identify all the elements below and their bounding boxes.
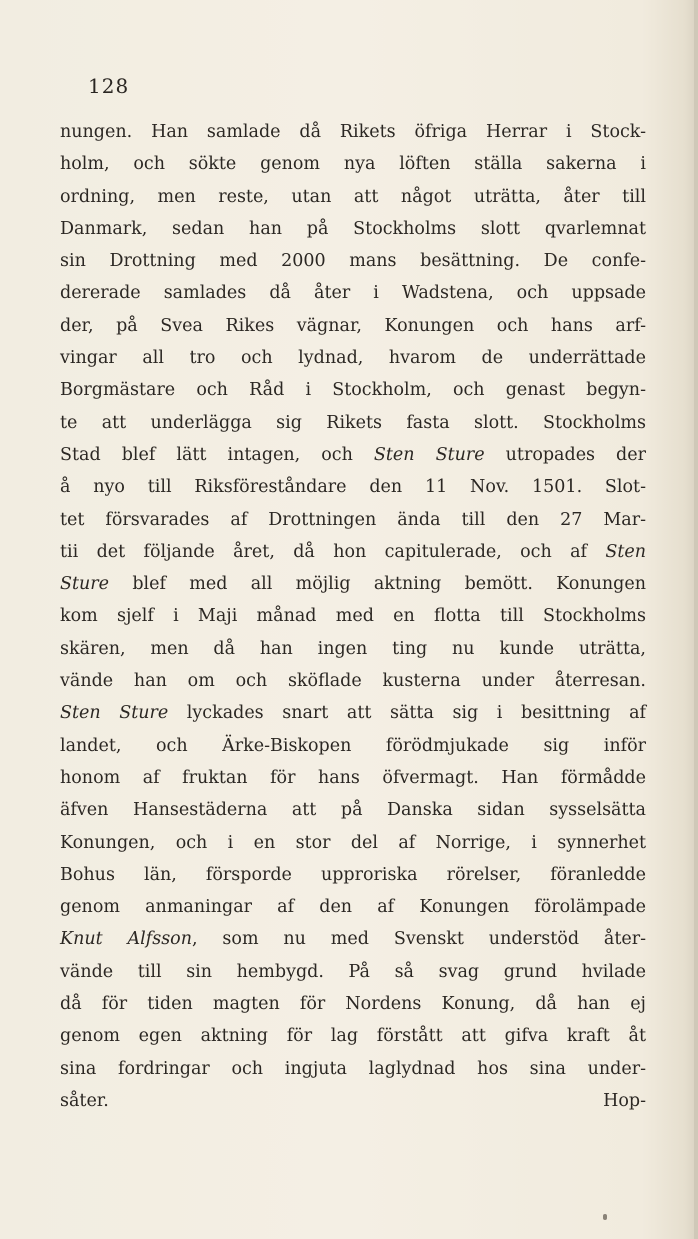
text-line: [60, 310, 646, 342]
page-edge: [694, 0, 698, 1239]
text-segment: då för tiden magten för Nordens Konung, då han ej: [60, 994, 646, 1015]
text-line: [60, 859, 646, 891]
text-segment: Bohus län, försporde upproriska rörelser, föranledde: [60, 864, 646, 885]
text-segment: sin Drottning med 2000 mans besättning. De confe-: [60, 251, 646, 272]
text-segment: vände till sin hembygd. På så svag grund hvilade: [60, 961, 646, 982]
text-segment: lyckades snart att sätta sig i besittning af: [168, 703, 646, 724]
text-line: [60, 794, 646, 826]
text-line: [60, 600, 646, 632]
text-segment: utropades der: [484, 444, 646, 465]
text-line: [60, 148, 646, 180]
text-segment: tet försvarades af Drottningen ända till den 27 Mar-: [60, 509, 646, 530]
italic-name: Knut Alfsson: [60, 929, 192, 950]
text-line: [60, 504, 646, 536]
text-line-final: [60, 1085, 646, 1117]
italic-name: Sten: [605, 541, 646, 562]
text-line: [60, 827, 646, 859]
text-line: [60, 1053, 646, 1085]
text-segment: genom egen aktning för lag förstått att gifva kraft åt: [60, 1026, 646, 1047]
text-line: [60, 407, 646, 439]
text-segment: skären, men då han ingen ting nu kunde uträtta,: [60, 638, 646, 659]
text-segment: vingar all tro och lydnad, hvarom de underrättade: [60, 348, 646, 369]
text-line: [60, 471, 646, 503]
text-segment: tii det följande året, då hon capitulerade, och af: [60, 541, 606, 562]
text-segment: vände han om och sköflade kusterna under återresan.: [60, 671, 646, 692]
text-segment: nungen. Han samlade då Rikets öfriga Herrar i Stock-: [60, 122, 646, 142]
text-segment: blef med all möjlig aktning bemött. Konungen: [109, 574, 646, 595]
text-segment: ordning, men reste, utan att något uträtta, åter till: [60, 186, 646, 207]
text-segment: der, på Svea Rikes vägnar, Konungen och hans arf-: [60, 315, 646, 336]
text-line: [60, 181, 646, 213]
printer-mark: [603, 1214, 607, 1220]
text-segment: kom sjelf i Maji månad med en flotta till Stockholms: [60, 606, 646, 627]
text-line: [60, 568, 646, 600]
text-segment: å nyo till Riksföreståndare den 11 Nov. 1501. Slot-: [60, 477, 646, 498]
catchword: Hop-: [603, 1090, 646, 1111]
text-line: [60, 116, 646, 148]
italic-name: Sture: [60, 574, 110, 595]
text-line: [60, 1020, 646, 1052]
text-line: [60, 536, 646, 568]
text-line: [60, 374, 646, 406]
italic-name: Sten Sture: [373, 444, 485, 465]
text-line: [60, 923, 646, 955]
text-line: [60, 439, 646, 471]
text-line: [60, 213, 646, 245]
text-segment: dererade samlades då åter i Wadstena, och uppsade: [60, 283, 646, 304]
text-segment: Konungen, och i en stor del af Norrige, i synnerhet: [60, 832, 646, 853]
italic-name: Sten Sture: [60, 703, 169, 724]
text-line: [60, 245, 646, 277]
text-line: [60, 762, 646, 794]
text-line: [60, 730, 646, 762]
text-segment: landet, och Ärke-Biskopen förödmjukade sig inför: [60, 735, 646, 756]
text-segment: holm, och sökte genom nya löften ställa sakerna i: [60, 154, 646, 175]
text-segment: sina fordringar och ingjuta laglydnad hos sina under-: [60, 1058, 646, 1079]
text-segment: te att underlägga sig Rikets fasta slott. Stockholms: [60, 412, 646, 433]
text-segment: genom anmaningar af den af Konungen förolämpade: [60, 897, 646, 918]
final-word: såter.: [60, 1090, 109, 1111]
text-line: [60, 277, 646, 309]
text-lines: [60, 116, 646, 1085]
text-segment: Danmark, sedan han på Stockholms slott qvarlemnat: [60, 218, 646, 239]
body-text: [60, 116, 646, 1117]
text-segment: Borgmästare och Råd i Stockholm, och genast begyn-: [60, 380, 646, 401]
text-segment: , som nu med Svenskt understöd åter-: [192, 929, 646, 950]
text-line: [60, 988, 646, 1020]
text-segment: honom af fruktan för hans öfvermagt. Han förmådde: [60, 767, 646, 788]
page-number: 128: [88, 74, 130, 98]
text-line: [60, 956, 646, 988]
text-segment: Stad blef lätt intagen, och: [60, 444, 374, 465]
text-line: [60, 665, 646, 697]
text-line: [60, 891, 646, 923]
text-line: [60, 342, 646, 374]
text-line: [60, 633, 646, 665]
text-line: [60, 697, 646, 729]
text-segment: äfven Hansestäderna att på Danska sidan sysselsätta: [60, 800, 646, 821]
